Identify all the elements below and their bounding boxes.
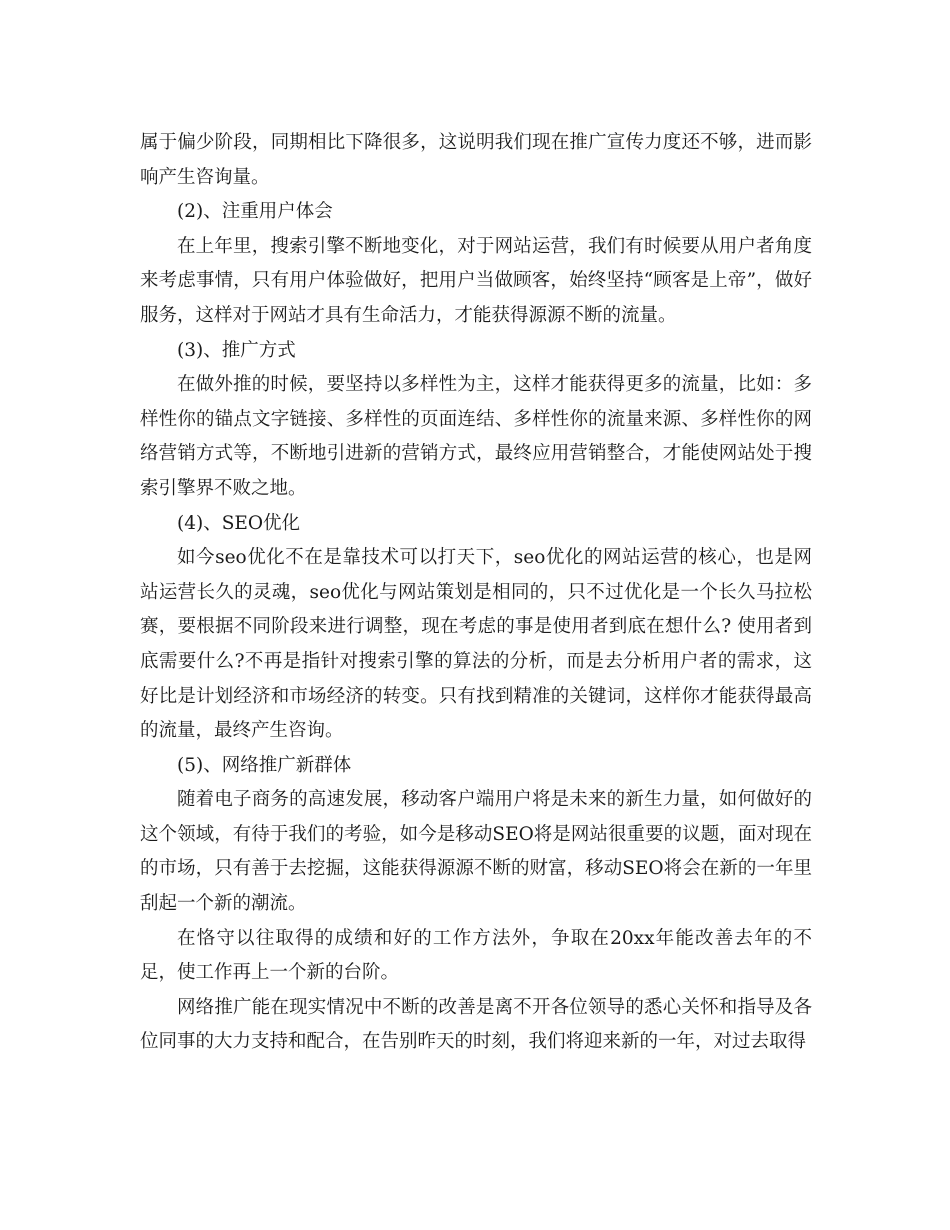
paragraph-continuation: 属于偏少阶段，同期相比下降很多，这说明我们现在推广宣传力度还不够，进而影响产生咨询量。 bbox=[140, 132, 812, 188]
section-heading-promotion-method: (3)、推广方式 bbox=[177, 339, 296, 361]
section-heading-user-experience: (2)、注重用户体会 bbox=[177, 201, 333, 223]
paragraph-new-group: 随着电子商务的高速发展，移动客户端用户将是未来的新生力量，如何做好的这个领域，有待于我们的考验，如今是移动SEO将是网站很重要的议题，面对现在的市场，只有善于去挖掘，这能获得源源不断的财富，移动SEO将会在新的一年里刮起一个新的潮流。 bbox=[140, 789, 812, 915]
paragraph-promotion-method: 在做外推的时候，要坚持以多样性为主，这样才能获得更多的流量，比如：多样性你的锚点文字链接、多样性的页面连结、多样性你的流量来源、多样性你的网络营销方式等，不断地引进新的营销方式，最终应用营销整合，才能使网站处于搜索引擎界不败之地。 bbox=[140, 374, 812, 499]
section-heading-seo: (4)、SEO优化 bbox=[177, 512, 301, 534]
section-heading-new-group: (5)、网络推广新群体 bbox=[177, 754, 352, 776]
paragraph-seo: 如今seo优化不在是靠技术可以打天下，seo优化的网站运营的核心，也是网站运营长久的灵魂，seo优化与网站策划是相同的，只不过优化是一个长久马拉松赛，要根据不同阶段来进行调整，现在考虑的事是使用者到底在想什么? 使用者到底需要什么?不再是指针对搜索引擎的算法的分析，而是去分析用户者的需求，这好比是计划经济和市场经济的转变。只有找到精准的关键词，这样你才能获得最高的流量，最终产生咨询。 bbox=[140, 547, 812, 742]
paragraph-goals: 在恪守以往取得的成绩和好的工作方法外，争取在20xx年能改善去年的不足，使工作再上一个新的台阶。 bbox=[140, 927, 812, 984]
paragraph-user-experience: 在上年里，搜索引擎不断地变化，对于网站运营，我们有时候要从用户者角度来考虑事情，只有用户体验做好，把用户当做顾客，始终坚持“顾客是上帝”，做好服务，这样对于网站才具有生命活力，才能获得源源不断的流量。 bbox=[140, 235, 812, 326]
document-body bbox=[140, 126, 812, 1060]
paragraph-thanks: 网络推广能在现实情况中不断的改善是离不开各位领导的悉心关怀和指导及各位同事的大力支持和配合，在告别昨天的时刻，我们将迎来新的一年，对过去取得 bbox=[140, 996, 812, 1053]
